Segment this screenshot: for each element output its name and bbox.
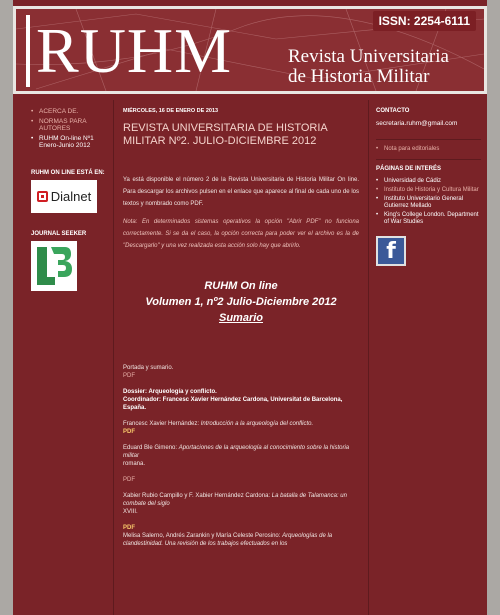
page [13,0,487,615]
subtitle-line-1: Revista Universitaria [288,46,449,67]
article-3 [123,492,359,508]
article-2-tail: romana. [123,461,146,467]
article-4-author: Melisa Salerno, Andrés Zarankin y María Celeste Perosino: [123,533,281,539]
dossier-title: Dossier: Arqueología y conflicto. [123,389,217,395]
sidebar-link-ruhm-1[interactable]: • RUHM On-line Nº1 Enero-Junio 2012 [31,135,105,150]
site-header [13,6,487,94]
article-2-title: Aportaciones de la arqueología al conocimiento sobre la historia militar [123,445,350,459]
heading-sumario[interactable]: Sumario [218,312,263,324]
interest-link-kings-college[interactable]: • King's College London. Department of War Studies [376,212,481,226]
interest-link-cadiz[interactable]: • Universidad de Cádiz [376,178,481,185]
portada-label: Portada y sumario. [123,365,174,371]
separator [376,159,481,160]
sidebar-link-normas[interactable]: • NORMAS PARA AUTORES [31,118,105,133]
post-date: MIÉRCOLES, 16 DE ENERO DE 2013 [123,108,219,114]
article-3-author: Xabier Rubio Campillo y F. Xabier Hernández Cardona: [123,493,271,499]
post-note: Nota: En determinados sistemas operativos la opción "Abrir PDF" no funciona correctamente. Si se da el caso, la opción correcta para poder ver el archivo es la de "Descargarlo" y una vez realizada esta acción solo hay que abrirlo. [123,219,359,249]
right-sidebar [376,108,481,266]
subtitle-line-2: de Historia Militar [288,66,430,87]
dialnet-icon [37,191,48,202]
article-2-author: Eduard Ble Gimeno: [123,445,178,451]
editorial-links [376,146,481,153]
sidebar-link-acerca[interactable]: • ACERCA DE. [31,108,105,116]
contact-email[interactable]: secretaria.ruhm@gmail.com [376,120,458,127]
pdf-link-article-3[interactable]: PDF [123,525,135,531]
issn-badge: ISSN: 2254-6111 [373,11,476,31]
left-divider [113,100,114,615]
article-1-title: Introducción a la arqueología del conflicto. [200,421,314,427]
journal-seeker-logo[interactable] [31,241,77,291]
post-intro: Ya está disponible el número 2 de la Revista Universitaria de Historia Militar On line. Para descargar los archivos pulsen en el enlace que aparece al final de cada uno de los textos y nombrado como PDF. [123,177,359,207]
pdf-link-portada[interactable]: PDF [123,373,135,379]
article-3-title: La batalla de Talamanca: un combate del siglo [123,493,347,507]
interest-link-ihcm[interactable]: • Instituto de Historia y Cultura Militar [376,187,481,194]
site-subtitle [288,47,449,87]
coordinator: Coordinador: Francesc Xavier Hernández Cardona, Universitat de Barcelona, España. [123,397,343,411]
pdf-link-article-2[interactable]: PDF [123,477,135,483]
article-3-tail: XVIII. [123,509,138,515]
article-1-author: Francesc Xavier Hernández: [123,421,200,427]
logo-bar [26,15,30,87]
main-content [123,108,359,548]
site-logo[interactable]: RUHM [36,15,233,86]
dialnet-label: Dialnet [50,188,92,204]
article-1 [123,420,359,428]
left-sidebar [31,108,105,291]
interest-link-gutierrez-mellado[interactable]: • Instituto Universitario General Gutierrez Mellado [376,196,481,210]
article-4-title: Arqueologías de la clandestinidad. Una revisión de los trabajos efectuados en los [123,533,333,547]
separator [376,139,481,140]
heading-volume: Volumen 1, nº2 Julio-Diciembre 2012 [145,296,337,308]
article-2 [123,444,359,460]
sidebar-links [31,108,105,150]
contact-title: CONTACTO [376,108,410,114]
editorial-note-link[interactable]: • Nota para editoriales [376,146,481,153]
heading-ruhm-online: RUHM On line [204,280,278,292]
interest-links [376,178,481,226]
summary-heading [123,278,359,326]
interest-title: PÁGINAS DE INTERÉS [376,166,442,172]
dialnet-logo[interactable] [31,180,97,213]
journal-seeker-title: JOURNAL SEEKER [31,230,87,237]
facebook-icon[interactable]: f [376,236,406,266]
post-title[interactable]: REVISTA UNIVERSITARIA DE HISTORIA MILITAR Nº2. JULIO-DICIEMBRE 2012 [123,122,328,147]
right-divider [368,100,369,615]
indexed-title: RUHM ON LINE ESTÁ EN: [31,169,105,176]
pdf-link-article-1[interactable]: PDF [123,429,135,435]
article-4 [123,532,359,548]
journal-seeker-icon [31,241,77,291]
